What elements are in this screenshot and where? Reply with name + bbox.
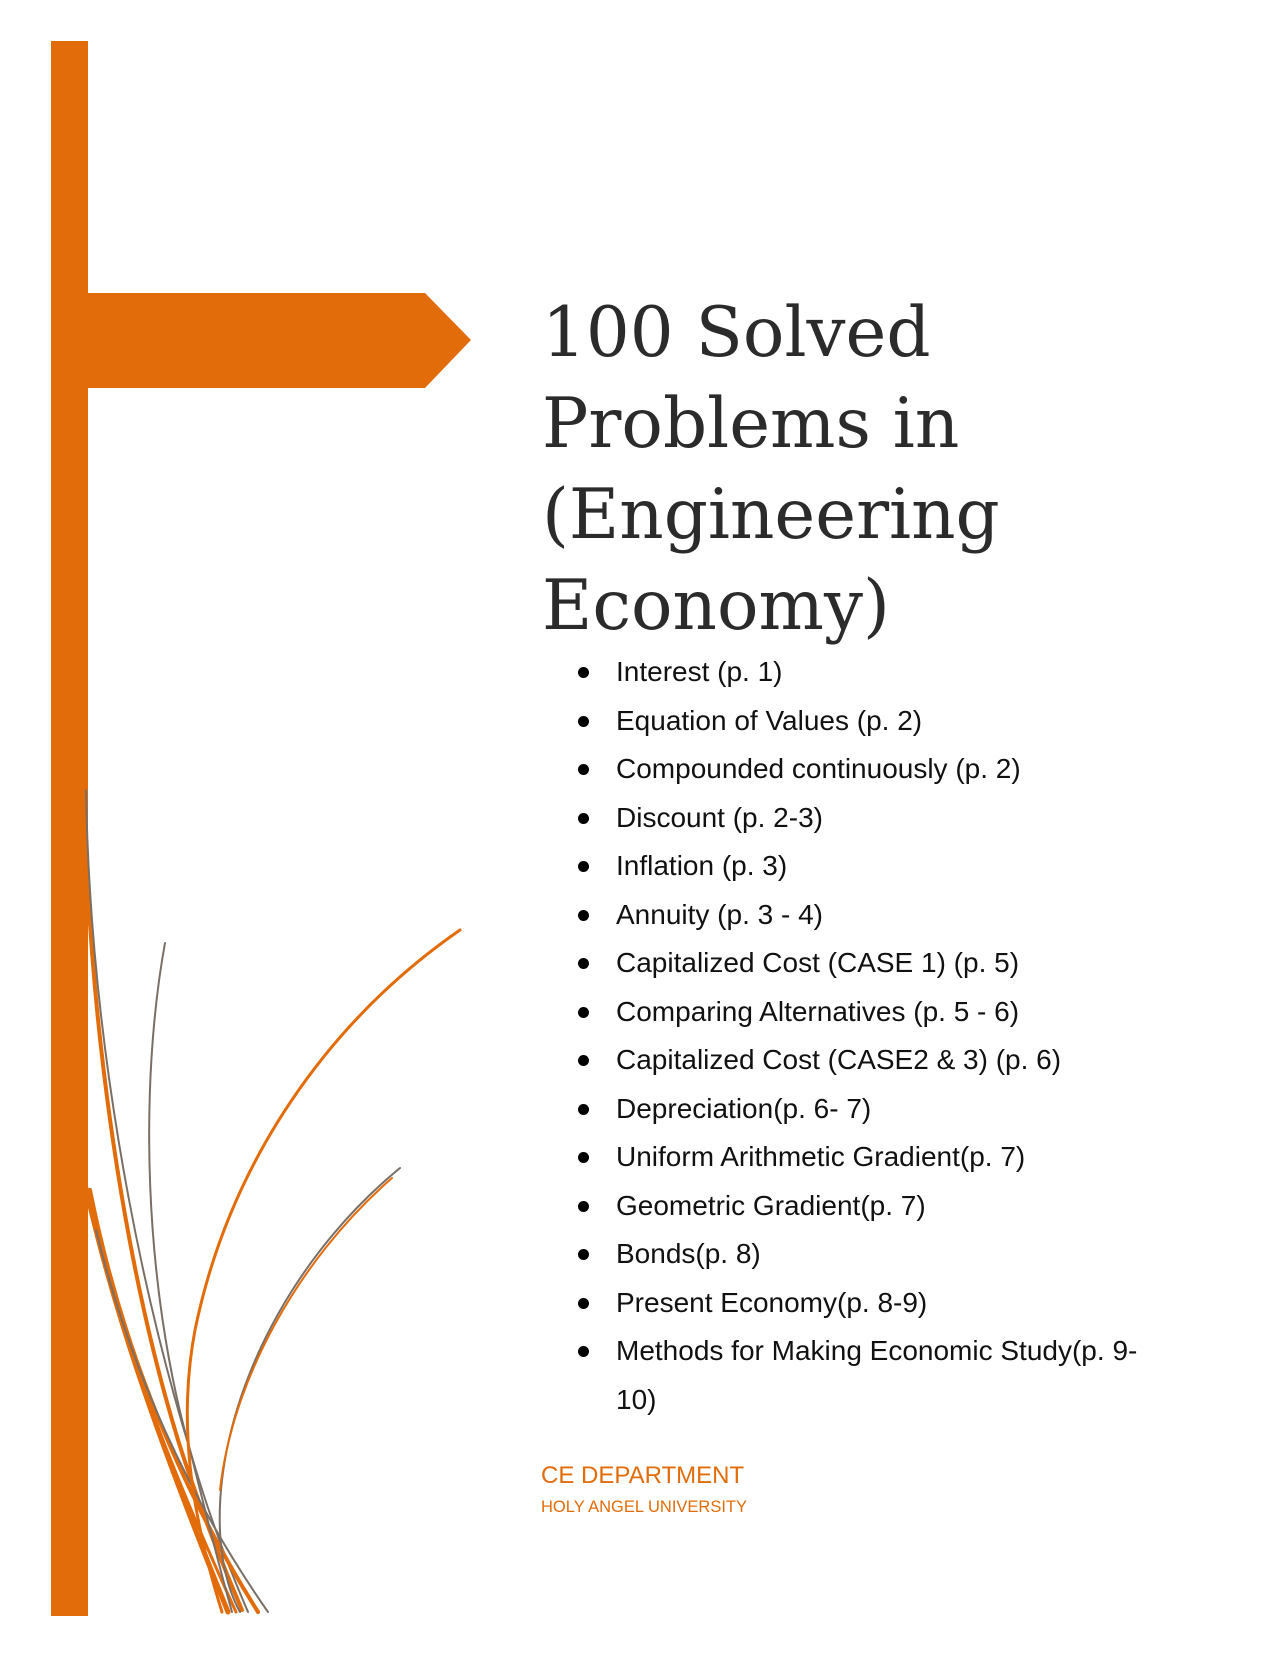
arrow-banner [88,293,471,388]
toc-item [574,1085,1174,1134]
bullet-icon [578,1055,589,1066]
bullet-icon [578,1104,589,1115]
toc-item [574,988,1174,1037]
bullet-icon [578,764,589,775]
toc-item [574,1230,1174,1279]
toc-item [574,648,1174,697]
bullet-icon [578,667,589,678]
table-of-contents [574,648,1174,1424]
toc-item-label: Interest (p. 1) [616,656,783,687]
bullet-icon [578,1298,589,1309]
title-line: Economy) [542,566,890,646]
toc-item-label: Discount (p. 2-3) [616,801,823,833]
toc-item-label: Compounded continuously (p. 2) [616,753,1021,784]
document-title [542,288,1182,652]
toc-item-label: Geometric Gradient(p. 7) [616,1189,926,1221]
toc-item-label: Bonds(p. 8) [616,1238,761,1269]
toc-item-label: Depreciation(p. 6- 7) [616,1092,872,1124]
bullet-icon [578,1249,589,1260]
bullet-icon [578,1007,589,1018]
toc-item [574,1279,1174,1328]
title-line: (Engineering [542,475,1000,555]
bullet-icon [578,910,589,921]
toc-item [574,794,1174,843]
toc-item-label: Equation of Values (p. 2) [616,704,923,736]
toc-item-label: Uniform Arithmetic Gradient(p. 7) [616,1141,1026,1172]
bullet-icon [578,958,589,969]
bullet-icon [578,1152,589,1163]
toc-item-label: Methods for Making Economic Study(p. 9-10) [616,1335,1138,1415]
toc-item-label: Comparing Alternatives (p. 5 - 6) [616,995,1020,1027]
toc-item [574,1182,1174,1231]
title-line: 100 Solved [542,293,931,373]
toc-item [574,842,1174,891]
toc-item-label: Inflation (p. 3) [616,850,788,881]
grass-strokes [66,765,460,1612]
toc-item [574,1133,1174,1182]
vertical-bar [51,41,88,1616]
toc-item-label: Capitalized Cost (CASE2 & 3) (p. 6) [616,1044,1062,1075]
bullet-icon [578,1346,589,1357]
bullet-icon [578,861,589,872]
toc-item [574,891,1174,940]
toc-item [574,1036,1174,1085]
bullet-icon [578,1201,589,1212]
bullet-icon [578,716,589,727]
department-name: CE DEPARTMENT [541,1462,745,1489]
title-line: Problems in [542,384,960,464]
toc-item [574,745,1174,794]
university-name: HOLY ANGEL UNIVERSITY [541,1498,748,1516]
toc-item-label: Capitalized Cost (CASE 1) (p. 5) [616,947,1020,978]
toc-item-label: Annuity (p. 3 - 4) [616,898,823,930]
toc-item [574,697,1174,746]
toc-item [574,939,1174,988]
toc-item-label: Present Economy(p. 8-9) [616,1286,928,1318]
bullet-icon [578,813,589,824]
toc-item [574,1327,1174,1424]
